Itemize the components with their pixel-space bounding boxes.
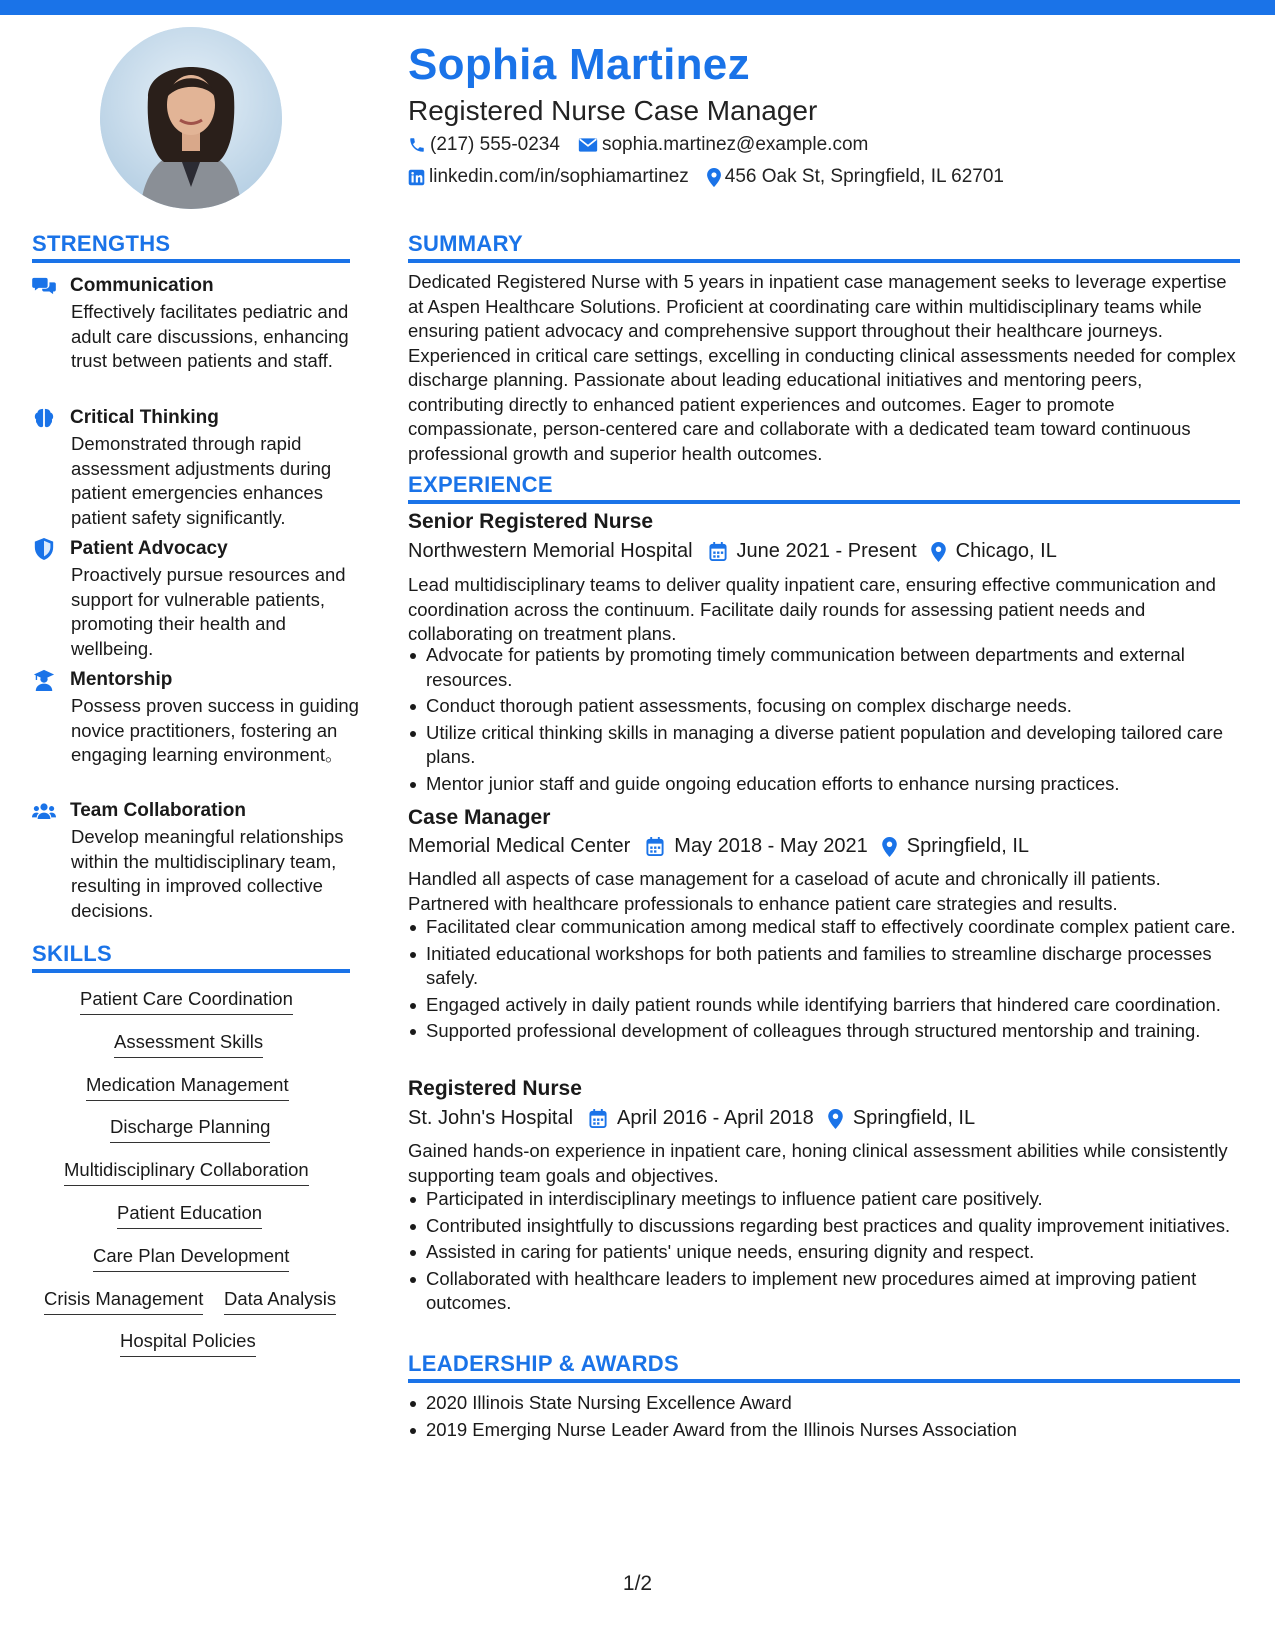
- employer: Memorial Medical Center: [408, 835, 631, 857]
- job-location: [931, 540, 1057, 563]
- brain-icon: [32, 406, 56, 430]
- list-item: Assisted in caring for patients' unique needs, ensuring dignity and respect.: [426, 1240, 1256, 1265]
- strength-title: Critical Thinking: [70, 407, 219, 428]
- address-contact: [707, 166, 1004, 188]
- list-item: 2019 Emerging Nurse Leader Award from the Illinois Nurses Association: [426, 1418, 1256, 1443]
- experience-heading: EXPERIENCE: [408, 472, 553, 497]
- list-item: Participated in interdisciplinary meetings to influence patient care positively.: [426, 1187, 1256, 1212]
- strength-description: Effectively facilitates pediatric and adult care discussions, enhancing trust between patients and staff.: [71, 301, 349, 371]
- job-bullets: [408, 915, 1256, 1046]
- skill-tag: Multidisciplinary Collaboration: [64, 1159, 309, 1186]
- comments-icon: [32, 274, 56, 298]
- avatar: [100, 27, 282, 209]
- summary-text: Dedicated Registered Nurse with 5 years in inpatient case management seeks to leverage expertise at Aspen Healthcare Solutions. Proficient at coordinating care within multidisciplinary teams while ensuring patient advocacy and comprehensive support throughout their healthcare journeys. Experienced in critical care settings, excelling in conducting clinical assessments needed for complex discharge planning. Passionate about leading educational initiatives and mentoring peers, contributing directly to enhanced patient experiences and outcomes. Eager to promote compassionate, person-centered care and collaborate with a dedicated team toward continuous professional growth and superior health outcomes.: [408, 271, 1236, 464]
- job-description: Lead multidisciplinary teams to deliver quality inpatient care, ensuring effective communication and coordination across the continuum. Facilitate daily rounds for assessing patient needs and collaborating on treatment plans.: [408, 574, 1216, 644]
- page-number: 1/2: [622, 1572, 653, 1595]
- awards-heading: LEADERSHIP & AWARDS: [408, 1351, 679, 1376]
- employer: St. John's Hospital: [408, 1107, 574, 1129]
- skill-tag: Hospital Policies: [120, 1330, 256, 1357]
- employer: Northwestern Memorial Hospital: [408, 540, 693, 562]
- list-item: Conduct thorough patient assessments, focusing on complex discharge needs.: [426, 694, 1256, 719]
- strength-description: Demonstrated through rapid assessment adjustments during patient emergencies enhances patient safety significantly.: [71, 433, 332, 528]
- skill-tag: Assessment Skills: [114, 1031, 263, 1058]
- strength-item: [32, 799, 362, 923]
- strength-title: Patient Advocacy: [70, 538, 228, 559]
- job-meta: [408, 540, 1071, 563]
- skill-tag: Medication Management: [86, 1074, 289, 1101]
- job-description: Handled all aspects of case management for a caseload of acute and chronically ill patients. Partnered with healthcare professionals to enhance patient care strategies and results.: [408, 868, 1161, 914]
- contact-row-2: [408, 166, 1022, 188]
- strengths-rule: [32, 259, 350, 263]
- list-item: Collaborated with healthcare leaders to implement new procedures aimed at improving patient outcomes.: [426, 1267, 1256, 1316]
- job-bullets: [408, 643, 1256, 798]
- contact-row-1: [408, 134, 886, 156]
- skill-tag: Discharge Planning: [110, 1116, 270, 1143]
- phone-text: (217) 555-0234: [430, 134, 560, 155]
- job-bullets: [408, 1187, 1256, 1318]
- list-item: Engaged actively in daily patient rounds while identifying barriers that hindered care coordination.: [426, 993, 1256, 1018]
- users-icon: [32, 799, 56, 823]
- location-text: Springfield, IL: [852, 1107, 976, 1129]
- strength-title: Communication: [70, 275, 214, 296]
- experience-rule: [408, 500, 1240, 504]
- skill-tag: Data Analysis: [224, 1288, 336, 1315]
- awards-rule: [408, 1379, 1240, 1383]
- email-contact[interactable]: [578, 134, 868, 156]
- strength-title: Team Collaboration: [70, 800, 246, 821]
- strength-description: Proactively pursue resources and support for vulnerable patients, promoting their health and wellbeing.: [71, 564, 346, 659]
- list-item: Supported professional development of colleagues through structured mentorship and training.: [426, 1019, 1256, 1044]
- strength-item: [32, 274, 362, 374]
- job-title: Case Manager: [408, 806, 551, 829]
- strength-description: Develop meaningful relationships within the multidisciplinary team, resulting in improved collective decisions.: [71, 826, 344, 921]
- candidate-name: Sophia Martinez: [408, 40, 750, 89]
- location-text: Springfield, IL: [906, 835, 1030, 857]
- calendar-icon: [589, 1109, 607, 1128]
- location-text: Chicago, IL: [955, 540, 1057, 562]
- list-item: Advocate for patients by promoting timely communication between departments and external resources.: [426, 643, 1256, 692]
- list-item: Mentor junior staff and guide ongoing education efforts to enhance nursing practices.: [426, 772, 1256, 797]
- shield-icon: [32, 537, 56, 561]
- strength-item: [32, 668, 362, 768]
- skill-tag: Crisis Management: [44, 1288, 203, 1315]
- strengths-heading: STRENGTHS: [32, 231, 171, 256]
- calendar-icon: [646, 837, 664, 856]
- dates-text: May 2018 - May 2021: [674, 835, 868, 857]
- job-dates: [589, 1107, 814, 1130]
- job-location: [882, 835, 1029, 858]
- list-item: Contributed insightfully to discussions regarding best practices and quality improvement initiatives.: [426, 1214, 1256, 1239]
- top-accent-bar: [0, 0, 1275, 15]
- phone-contact: [408, 134, 560, 156]
- map-pin-icon: [828, 1109, 843, 1129]
- strength-description: Possess proven success in guiding novice practitioners, fostering an engaging learning environment。: [71, 695, 359, 765]
- list-item: Utilize critical thinking skills in managing a diverse patient population and developing tailored care plans.: [426, 721, 1256, 770]
- skills-rule: [32, 969, 350, 973]
- address-text: 456 Oak St, Springfield, IL 62701: [724, 166, 1004, 187]
- job-description: Gained hands-on experience in inpatient care, honing clinical assessment abilities while consistently supporting team goals and objectives.: [408, 1140, 1228, 1186]
- job-meta: [408, 1107, 989, 1130]
- skill-tag: Patient Care Coordination: [80, 988, 293, 1015]
- job-location: [828, 1107, 975, 1130]
- envelope-icon: [578, 137, 598, 153]
- list-item: Initiated educational workshops for both patients and families to streamline discharge processes safely.: [426, 942, 1256, 991]
- job-title: Registered Nurse: [408, 1077, 582, 1100]
- skill-tag: Patient Education: [117, 1202, 262, 1229]
- linkedin-text[interactable]: linkedin.com/in/sophiamartinez: [429, 166, 689, 187]
- teacher-icon: [32, 668, 56, 692]
- email-text[interactable]: sophia.martinez@example.com: [601, 134, 869, 155]
- job-meta: [408, 835, 1043, 858]
- job-dates: [709, 540, 917, 563]
- linkedin-icon: [408, 169, 425, 186]
- strength-item: [32, 537, 362, 661]
- strength-item: [32, 406, 362, 530]
- strength-title: Mentorship: [70, 669, 173, 690]
- phone-icon: [408, 136, 426, 154]
- dates-text: April 2016 - April 2018: [617, 1107, 814, 1129]
- summary-heading: SUMMARY: [408, 231, 523, 256]
- map-pin-icon: [882, 837, 897, 857]
- list-item: 2020 Illinois State Nursing Excellence Award: [426, 1391, 1256, 1416]
- job-dates: [646, 835, 867, 858]
- calendar-icon: [709, 542, 727, 561]
- awards-list: [408, 1391, 1256, 1444]
- list-item: Facilitated clear communication among medical staff to effectively coordinate complex patient care.: [426, 915, 1256, 940]
- job-title: Senior Registered Nurse: [408, 510, 654, 533]
- candidate-title: Registered Nurse Case Manager: [408, 95, 818, 126]
- map-pin-icon: [707, 168, 721, 187]
- skills-heading: SKILLS: [32, 941, 113, 966]
- skill-tag: Care Plan Development: [93, 1245, 289, 1272]
- linkedin-contact[interactable]: [408, 166, 689, 188]
- map-pin-icon: [931, 542, 946, 562]
- summary-rule: [408, 259, 1240, 263]
- dates-text: June 2021 - Present: [736, 540, 917, 562]
